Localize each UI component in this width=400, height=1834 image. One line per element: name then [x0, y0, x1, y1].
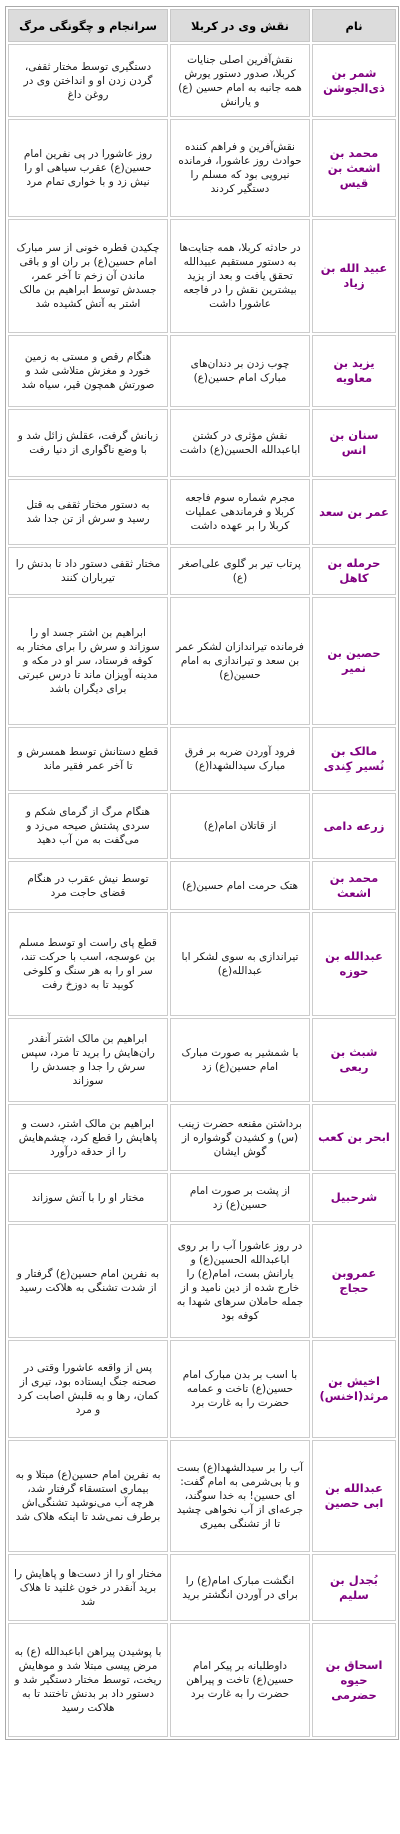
cell-name: ابحر بن کعب [312, 1104, 396, 1171]
table-row [8, 912, 396, 1016]
cell-fate: زبانش گرفت، عقلش زائل شد و با وضع ناگواری از دنیا رفت [8, 409, 168, 477]
table-row [8, 119, 396, 217]
cell-name: حصین بن نمیر [312, 597, 396, 725]
cell-name: بُجدل بن سلیم [312, 1554, 396, 1621]
cell-fate: ابراهیم بن اشتر جسد او را سوزاند و سرش را برای مختار به کوفه فرستاد، سر او در مکه و مدینه آویزان ماند تا درس عبرتی برای دیگران باشد [8, 597, 168, 725]
cell-name: شبث بن ربعی [312, 1018, 396, 1102]
cell-name: عبدالله بن ابی حصین [312, 1440, 396, 1552]
cell-fate: مختار ثقفی دستور داد تا بدنش را تیرباران کنند [8, 547, 168, 595]
cell-fate: مختار او را با آتش سوزاند [8, 1173, 168, 1222]
table-row [8, 861, 396, 910]
cell-role: هتک حرمت امام حسین(ع) [170, 861, 310, 910]
cell-name: عمروبن حجاج [312, 1224, 396, 1338]
cell-fate: ابراهیم بن مالک اشتر، دست و پاهایش را قطع کرد، چشم‌هایش را از حدقه درآورد [8, 1104, 168, 1171]
cell-name: محمد بن اشعث [312, 861, 396, 910]
cell-name: مالک بن نُسیر کِندی [312, 727, 396, 791]
cell-role: مجرم شماره سوم فاجعه کربلا و فرماندهی عملیات کربلا را بر عهده داشت [170, 479, 310, 545]
perpetrators-table [5, 6, 399, 1740]
cell-name: عبدالله بن حوزه [312, 912, 396, 1016]
cell-role: فرمانده تیراندازان لشکر عمر بن سعد و تیراندازی به امام حسین(ع) [170, 597, 310, 725]
cell-fate: هنگام رقص و مستی به زمین خورد و مغزش متلاشی شد و صورتش همچون قیر، سیاه شد [8, 335, 168, 407]
header-fate: سرانجام و چگونگی مرگ [8, 9, 168, 42]
table-row [8, 793, 396, 859]
cell-role: فرود آوردن ضربه بر فرق مبارک سیدالشهدا(ع) [170, 727, 310, 791]
cell-role: چوب زدن بر دندان‌های مبارک امام حسین(ع) [170, 335, 310, 407]
cell-name: شمر بن ذی‌الجوشن [312, 44, 396, 117]
table-row [8, 727, 396, 791]
table-row [8, 547, 396, 595]
cell-role: در روز عاشورا آب را بر روی اباعبدالله الحسین(ع) و یارانش بست، امام(ع) را خارج شده از دین نامید و از جمله حاملان سرهای شهدا به کوفه بود [170, 1224, 310, 1338]
table-row [8, 219, 396, 333]
table-row [8, 479, 396, 545]
cell-fate: قطع دستانش توسط همسرش و تا آخر عمر فقیر ماند [8, 727, 168, 791]
table-row [8, 409, 396, 477]
header-row [8, 9, 396, 42]
table-row [8, 1224, 396, 1338]
table-row [8, 1173, 396, 1222]
cell-fate: پس از واقعه عاشورا وقتی در صحنه جنگ ایستاده بود، تیری از کمان، رها و به قلبش اصابت کرد و مرد [8, 1340, 168, 1438]
cell-fate: هنگام مرگ از گرمای شکم و سردی پشتش صیحه می‌زد و می‌گفت به من آب دهید [8, 793, 168, 859]
table-row [8, 1018, 396, 1102]
table-row [8, 1554, 396, 1621]
cell-name: عمر بن سعد [312, 479, 396, 545]
cell-role: داوطلبانه بر پیکر امام حسین(ع) تاخت و پیراهن حضرت را به غارت برد [170, 1623, 310, 1737]
cell-role: آب را بر سیدالشهدا(ع) بست و با بی‌شرمی به امام گفت: ای حسین! به خدا سوگند، جرعه‌ای از آب نخواهی چشید تا از تشنگی بمیری [170, 1440, 310, 1552]
cell-fate: با پوشیدن پیراهن اباعبدالله (ع) به مرض پیسی مبتلا شد و موهایش ریخت، توسط مختار دستگیر شد و دستور داد بر بدنش تاختند تا به هلاکت رسید [8, 1623, 168, 1737]
cell-role: در حادثه کربلا، همه جنایت‌ها به دستور مستقیم عبیدالله تحقق یافت و بعد از یزید بیشترین نقش را در فاجعه عاشورا داشت [170, 219, 310, 333]
cell-fate: توسط نیش عقرب در هنگام قضای حاجت مرد [8, 861, 168, 910]
cell-fate: قطع پای راست او توسط مسلم بن عوسجه، اسب با حرکت تند، سر او را به هر سنگ و کلوخی کوبید تا به دوزخ رفت [8, 912, 168, 1016]
table-row [8, 1340, 396, 1438]
table-row [8, 1104, 396, 1171]
cell-name: عبید الله بن زیاد [312, 219, 396, 333]
cell-role: از قاتلان امام(ع) [170, 793, 310, 859]
cell-name: حرمله بن کاهل [312, 547, 396, 595]
table-row [8, 44, 396, 117]
table-row [8, 1440, 396, 1552]
header-name: نام [312, 9, 396, 42]
cell-fate: به نفرین امام حسین(ع) مبتلا و به بیماری استسقاء گرفتار شد، هرچه آب می‌نوشید تشنگی‌اش برطرف نمی‌شد تا اینکه هلاک شد [8, 1440, 168, 1552]
cell-fate: ابراهیم بن مالک اشتر آنقدر ران‌هایش را برید تا مرد، سپس سرش را جدا و جسدش را سوزاند [8, 1018, 168, 1102]
cell-role: نقش مؤثری در کشتن اباعبدالله الحسین(ع) داشت [170, 409, 310, 477]
cell-role: نقش‌آفرین و فراهم کننده حوادث روز عاشورا، فرمانده نیرویی بود که مسلم را دستگیر کردند [170, 119, 310, 217]
cell-name: محمد بن اشعث بن قیس [312, 119, 396, 217]
cell-fate: چکیدن قطره خونی از سر مبارک امام حسین(ع) بر ران او و باقی ماندن آن زخم تا آخر عمر، جسدش توسط ابراهیم بن مالک اشتر به آتش کشیده شد [8, 219, 168, 333]
cell-name: اسحاق بن حیوه حضرمی [312, 1623, 396, 1737]
cell-fate: به دستور مختار ثقفی به قتل رسید و سرش از تن جدا شد [8, 479, 168, 545]
table-row [8, 597, 396, 725]
cell-role: با شمشیر به صورت مبارک امام حسین(ع) زد [170, 1018, 310, 1102]
cell-fate: دستگیری توسط مختار ثقفی، گردن زدن او و انداختن وی در روغن داغ [8, 44, 168, 117]
cell-name: یزید بن معاویه [312, 335, 396, 407]
cell-role: از پشت بر صورت امام حسین(ع) زد [170, 1173, 310, 1222]
cell-role: با اسب بر بدن مبارک امام حسین(ع) تاخت و عمامه حضرت را به غارت برد [170, 1340, 310, 1438]
cell-fate: مختار او را از دست‌ها و پاهایش را برید آنقدر در خون غلتید تا هلاک شد [8, 1554, 168, 1621]
header-role: نقش وی در کربلا [170, 9, 310, 42]
cell-name: شرحبیل [312, 1173, 396, 1222]
cell-role: انگشت مبارک امام(ع) را برای در آوردن انگشتر برید [170, 1554, 310, 1621]
table-row [8, 335, 396, 407]
cell-name: اخیش بن مرثد(اخنس) [312, 1340, 396, 1438]
cell-role: تیراندازی به سوی لشکر ابا عبدالله(ع) [170, 912, 310, 1016]
cell-role: پرتاب تیر بر گلوی علی‌اصغر (ع) [170, 547, 310, 595]
cell-fate: به نفرین امام حسین(ع) گرفتار و از شدت تشنگی به هلاکت رسید [8, 1224, 168, 1338]
cell-name: سنان بن انس [312, 409, 396, 477]
cell-fate: روز عاشورا در پی نفرین امام حسین(ع) عقرب سیاهی او را نیش زد و با خواری تمام مرد [8, 119, 168, 217]
cell-name: زرعه دامی [312, 793, 396, 859]
cell-role: نقش‌آفرین اصلی جنایات کربلا، صدور دستور یورش همه جانبه به امام حسین (ع) و یارانش [170, 44, 310, 117]
cell-role: برداشتن مقنعه حضرت زینب (س) و کشیدن گوشواره از گوش ایشان [170, 1104, 310, 1171]
table-row [8, 1623, 396, 1737]
